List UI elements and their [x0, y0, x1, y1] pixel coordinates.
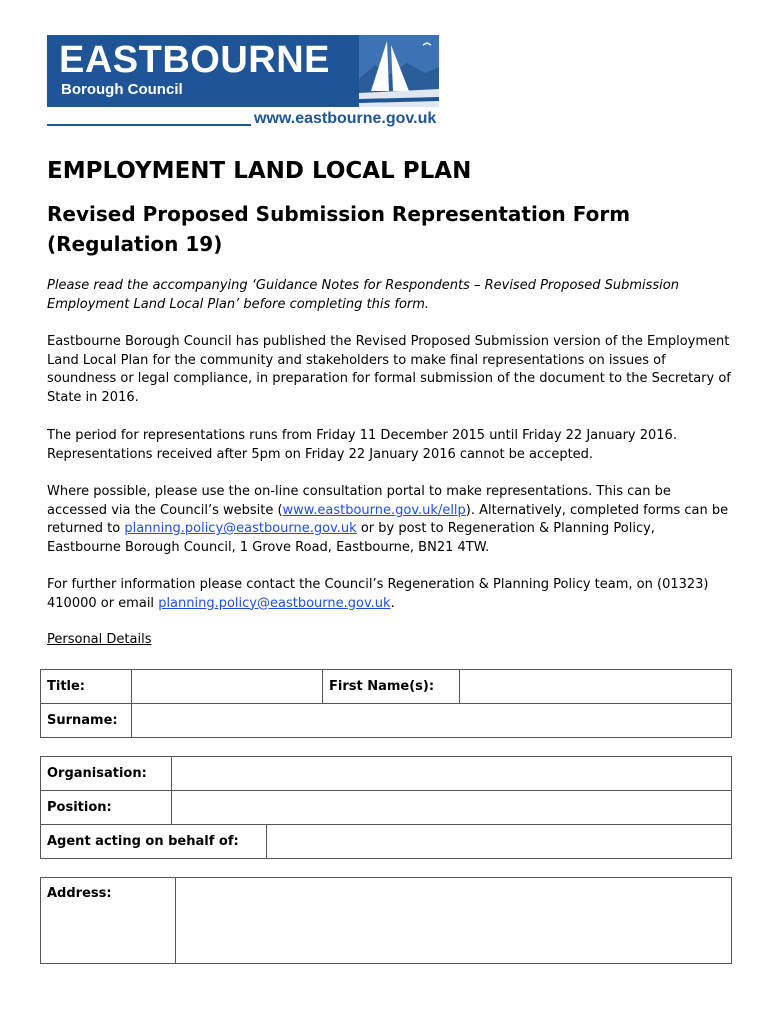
first-name-field[interactable]: [460, 670, 732, 704]
email-link[interactable]: planning.policy@eastbourne.gov.uk: [124, 521, 357, 536]
council-logo: [47, 35, 439, 107]
surname-label: Surname:: [41, 704, 132, 738]
position-field[interactable]: [172, 791, 732, 825]
intro-note: Please read the accompanying ‘Guidance Notes for Respondents – Revised Proposed Submission Employment Land Local Plan’ before completing this form.: [47, 278, 679, 312]
address-table: [40, 877, 732, 964]
logo-name: EASTBOURNE: [59, 39, 331, 81]
address-field[interactable]: [176, 878, 732, 964]
paragraph-text: ). Alternatively, completed forms can be returned to: [47, 502, 729, 536]
paragraph-contact: [47, 576, 732, 613]
page-title: EMPLOYMENT LAND LOCAL PLAN: [47, 158, 472, 184]
agent-label: Agent acting on behalf of:: [41, 825, 267, 859]
paragraph-submission: [47, 483, 732, 557]
organisation-field[interactable]: [172, 757, 732, 791]
logo-divider: [47, 124, 251, 126]
name-table: [40, 669, 732, 738]
paragraph-text: .: [390, 595, 395, 611]
paragraph-text: Where possible, please use the on-line consultation portal to make representations. This can be accessed via the Council’s website (: [47, 484, 671, 518]
paragraph-publication: Eastbourne Borough Council has published the Revised Proposed Submission version of the Employment Land Local Plan for the community and stakeholders to make final representations on issues of soundness or legal compliance, in preparation for formal submission of the document to the Secretary of State in 2016.: [47, 334, 731, 405]
title-label: Title:: [41, 670, 132, 704]
paragraph-text: or by post to Regeneration & Planning Policy, Eastbourne Borough Council, 1 Grove Road, Eastbourne, BN21 4TW.: [47, 521, 655, 555]
first-name-label: First Name(s):: [323, 670, 460, 704]
paragraph-period: The period for representations runs from Friday 11 December 2015 until Friday 22 January 2016. Representations received after 5pm on Friday 22 January 2016 cannot be accepted.: [47, 428, 677, 462]
sailboat-icon: [359, 35, 439, 107]
page-subtitle: Revised Proposed Submission Representation Form (Regulation 19): [47, 202, 631, 256]
logo-url: www.eastbourne.gov.uk: [254, 110, 437, 127]
agent-field[interactable]: [267, 825, 732, 859]
paragraph-text: For further information please contact the Council’s Regeneration & Planning Policy team, on (01323) 410000 or email: [47, 577, 709, 611]
surname-field[interactable]: [132, 704, 732, 738]
organisation-table: [40, 756, 732, 859]
address-label: Address:: [41, 878, 176, 964]
website-link[interactable]: www.eastbourne.gov.uk/ellp: [282, 502, 466, 518]
personal-details-heading: Personal Details: [47, 632, 152, 647]
organisation-label: Organisation:: [41, 757, 172, 791]
contact-email-link[interactable]: planning.policy@eastbourne.gov.uk: [158, 595, 391, 611]
position-label: Position:: [41, 791, 172, 825]
title-field[interactable]: [132, 670, 323, 704]
logo-subtitle: Borough Council: [61, 81, 183, 98]
